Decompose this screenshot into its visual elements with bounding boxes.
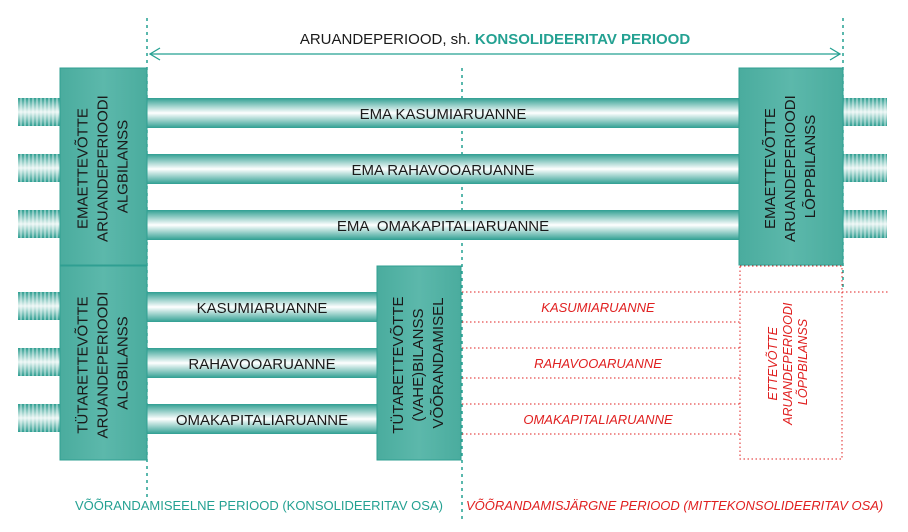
parent-closing-line-3: LÕPPBILANSS [802, 114, 819, 219]
parent-equity-label: EMA OMAKAPITALIARUANNE [336, 218, 550, 235]
footer-non-consolidated-period: VÕÕRANDAMISJÄRGNE PERIOOD (MITTEKONSOLIDEERITAV OSA) [466, 498, 884, 513]
post-disposal-statements [462, 292, 890, 434]
period-label: ARUANDEPERIOOD, sh. KONSOLIDEERITAV PERIOOD [299, 31, 691, 48]
right-stubs [843, 98, 887, 238]
sub-opening-line-1: TÜTARETTEVÕTTE [74, 296, 92, 434]
sub-income-label: KASUMIARUANNE [196, 300, 328, 317]
subsidiary-disposal-balance-box [377, 266, 461, 460]
sub-opening-line-3: ALGBILANSS [114, 316, 132, 410]
parent-opening-line-2: ARUANDEPERIOODI [94, 95, 112, 242]
sub-opening-line-2: ARUANDEPERIOODI [94, 291, 112, 439]
left-stubs [18, 98, 60, 432]
parent-closing-line-1: EMAETTEVÕTTE [762, 108, 779, 230]
post-income-label: KASUMIARUANNE [541, 300, 655, 315]
sub-disposal-line-2: (VAHE)BILANSS [410, 308, 427, 422]
period-arrow [150, 28, 840, 60]
parent-opening-balance-box [60, 68, 147, 265]
post-cashflow-label: RAHAVOOARUANNE [534, 356, 662, 371]
company-closing-line-3: LÕPPBILANSS [796, 318, 810, 406]
subsidiary-statement-bars [147, 292, 377, 434]
parent-opening-line-1: EMAETTEVÕTTE [74, 108, 92, 230]
parent-closing-line-2: ARUANDEPERIOODI [782, 95, 799, 242]
parent-cashflow-label: EMA RAHAVOOARUANNE [351, 162, 535, 179]
parent-opening-line-3: ALGBILANSS [114, 119, 132, 214]
footer-consolidated-period: VÕÕRANDAMISEELNE PERIOOD (KONSOLIDEERITAV OSA) [75, 498, 443, 513]
sub-disposal-line-1: TÜTARETTEVÕTTE [390, 296, 407, 434]
sub-cashflow-label: RAHAVOOARUANNE [188, 356, 336, 373]
parent-closing-balance-box [739, 68, 843, 265]
parent-income-label: EMA KASUMIARUANNE [359, 106, 527, 123]
sub-equity-label: OMAKAPITALIARUANNE [175, 412, 349, 429]
post-equity-label: OMAKAPITALIARUANNE [523, 412, 673, 427]
company-closing-line-1: ETTEVÕTTE [766, 326, 780, 401]
subsidiary-opening-balance-box [60, 266, 147, 460]
sub-disposal-line-3: VÕÕRANDAMISEL [430, 297, 447, 429]
svg-text:TÜTARETTEVÕTTE (VAHE)BIL [389, 292, 447, 433]
company-closing-balance-box [740, 266, 842, 459]
parent-statement-bars [147, 98, 739, 240]
company-closing-line-2: ARUANDEPERIOODI [781, 302, 795, 425]
svg-text:ETTEVÕTTE ARUANDEPERIOOD [765, 299, 810, 426]
